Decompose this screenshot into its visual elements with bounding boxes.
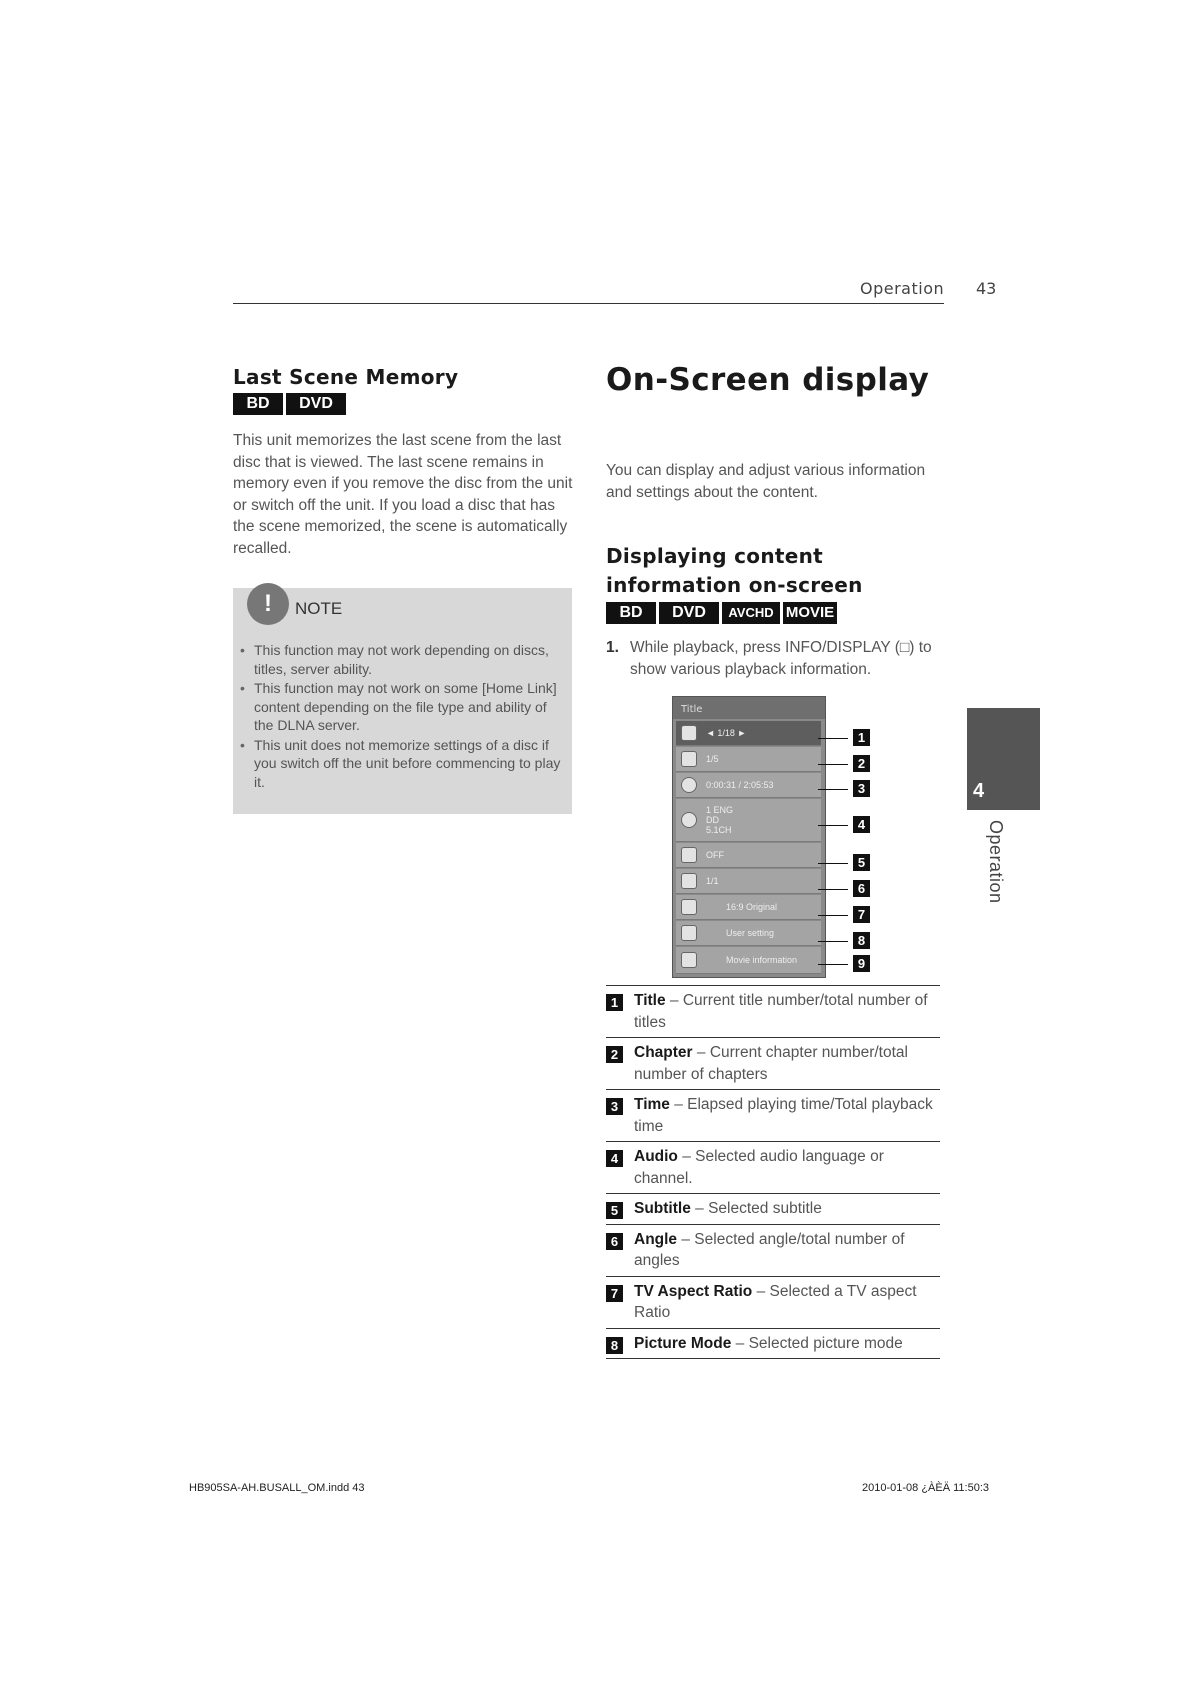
osd-row-angle: 1/1 — [676, 869, 821, 894]
running-header-section: Operation — [860, 279, 945, 298]
legend-desc: Current chapter number/total number of chapters — [634, 1044, 908, 1083]
callout-number: 2 — [853, 755, 870, 772]
note-list — [240, 641, 565, 792]
legend-number: 1 — [606, 994, 623, 1011]
footer-timestamp: 2010-01-08 ¿ÀÈÄ 11:50:3 — [862, 1482, 989, 1494]
legend-number: 2 — [606, 1046, 623, 1063]
page-number: 43 — [976, 279, 997, 298]
callout-number: 8 — [853, 932, 870, 949]
legend-term: Subtitle — [634, 1200, 691, 1217]
legend-desc: Selected picture mode — [748, 1334, 903, 1352]
legend-desc: Current title number/total number of titles — [634, 992, 928, 1031]
step-number: 1. — [606, 639, 619, 656]
osd-disc-badges — [606, 602, 837, 624]
badge-bd: BD — [606, 602, 656, 624]
osd-row-movie-info: Movie information — [676, 947, 821, 974]
callout-number: 3 — [853, 780, 870, 797]
legend-term: Angle — [634, 1230, 678, 1248]
callout-line — [818, 789, 848, 790]
callout-number: 4 — [853, 816, 870, 833]
callout-number: 1 — [853, 729, 870, 746]
legend-number: 8 — [606, 1337, 623, 1354]
aspect-icon — [681, 899, 697, 915]
badge-avchd: AVCHD — [722, 602, 780, 624]
callout-line — [818, 889, 848, 890]
badge-movie: MOVIE — [783, 602, 837, 624]
osd-row-title: ◄ 1/18 ► — [676, 721, 821, 746]
callout-number: 6 — [853, 880, 870, 897]
picture-icon — [681, 925, 697, 941]
legend-number: 3 — [606, 1098, 623, 1115]
legend-item: 3 Time – Elapsed playing time/Total playback time — [606, 1089, 940, 1141]
legend-number: 6 — [606, 1233, 623, 1250]
legend-item: 7 TV Aspect Ratio – Selected a TV aspect Ratio — [606, 1276, 940, 1328]
note-item: • This function may not work depending on discs, titles, server ability. — [240, 641, 565, 678]
chapter-tab-number: 4 — [973, 780, 985, 802]
legend-term: Chapter — [634, 1044, 693, 1061]
legend-number: 4 — [606, 1150, 623, 1167]
note-icon: ! — [247, 583, 289, 625]
audio-icon — [681, 812, 697, 828]
callout-line — [818, 941, 848, 942]
callout-line — [818, 738, 848, 739]
note-item: • This unit does not memorize settings of a disc if you switch off the unit before commencing to play it. — [240, 736, 565, 792]
footer-filename: HB905SA-AH.BUSALL_OM.indd 43 — [189, 1482, 365, 1494]
clock-icon — [681, 777, 697, 793]
legend-desc: Selected angle/total number of angles — [634, 1230, 905, 1269]
callout-line — [818, 764, 848, 765]
legend-term: Audio — [634, 1148, 678, 1165]
callout-line — [818, 863, 848, 864]
legend-desc: Elapsed playing time/Total playback time — [634, 1096, 933, 1135]
legend-term: Picture Mode — [634, 1334, 732, 1352]
callout-line — [818, 964, 848, 965]
legend-item: 1 Title – Current title number/total number of titles — [606, 985, 940, 1037]
legend-term: Time — [634, 1096, 670, 1113]
legend-number: 7 — [606, 1285, 623, 1302]
angle-icon — [681, 873, 697, 889]
info-icon — [681, 952, 697, 968]
legend-item: 8 Picture Mode – Selected picture mode — [606, 1328, 940, 1359]
callout-number: 9 — [853, 955, 870, 972]
note-title: NOTE — [295, 599, 343, 618]
legend-item: 2 Chapter – Current chapter number/total number of chapters — [606, 1037, 940, 1089]
badge-dvd: DVD — [286, 393, 346, 415]
legend-term: Title — [634, 992, 666, 1009]
osd-row-picture: User setting — [676, 921, 821, 946]
osd-row-subtitle: OFF — [676, 843, 821, 868]
note-item: • This function may not work on some [Home Link] content depending on the file type and ability of the DLNA server. — [240, 679, 565, 735]
osd-row-aspect: 16:9 Original — [676, 895, 821, 920]
chapter-tab-label: Operation — [986, 820, 1006, 904]
legend-desc: Selected a TV aspect Ratio — [634, 1282, 917, 1321]
last-scene-disc-badges — [233, 393, 346, 415]
legend-term: TV Aspect Ratio — [634, 1282, 753, 1300]
legend-list — [606, 985, 940, 1359]
chapter-icon — [681, 751, 697, 767]
last-scene-heading: Last Scene Memory — [233, 365, 459, 389]
osd-menu-title: Title — [681, 704, 703, 715]
osd-row-chapter: 1/5 — [676, 747, 821, 772]
osd-row-time: 0:00:31 / 2:05:53 — [676, 773, 821, 798]
legend-item: 5 Subtitle – Selected subtitle — [606, 1193, 940, 1224]
legend-number: 5 — [606, 1202, 623, 1219]
osd-row-audio: 1 ENG DD 5.1CH — [676, 799, 821, 842]
header-rule — [233, 303, 944, 304]
legend-item: 6 Angle – Selected angle/total number of angles — [606, 1224, 940, 1276]
badge-bd: BD — [233, 393, 283, 415]
osd-menu-screenshot — [672, 696, 826, 978]
callout-number: 5 — [853, 854, 870, 871]
badge-dvd: DVD — [659, 602, 719, 624]
displaying-content-heading: Displaying content information on-screen — [606, 544, 863, 597]
callout-line — [818, 825, 848, 826]
osd-intro: You can display and adjust various information and settings about the content. — [606, 462, 926, 501]
subtitle-icon — [681, 847, 697, 863]
on-screen-display-heading: On-Screen display — [606, 362, 930, 398]
callout-number: 7 — [853, 906, 870, 923]
callout-line — [818, 915, 848, 916]
last-scene-body: This unit memorizes the last scene from the last disc that is viewed. The last scene remains in memory even if you remove the disc from the unit or switch off the unit. If you load a disc that has the scene memorized, the scene is automatically recalled. — [233, 432, 573, 557]
legend-desc: Selected subtitle — [708, 1200, 822, 1217]
legend-desc: Selected audio language or channel. — [634, 1148, 884, 1187]
step-text: While playback, press INFO/DISPLAY (□) to show various playback information. — [630, 639, 932, 678]
legend-end-rule — [606, 1358, 940, 1359]
osd-menu-titlebar — [673, 697, 825, 719]
legend-item: 4 Audio – Selected audio language or channel. — [606, 1141, 940, 1193]
disc-icon — [681, 725, 697, 741]
